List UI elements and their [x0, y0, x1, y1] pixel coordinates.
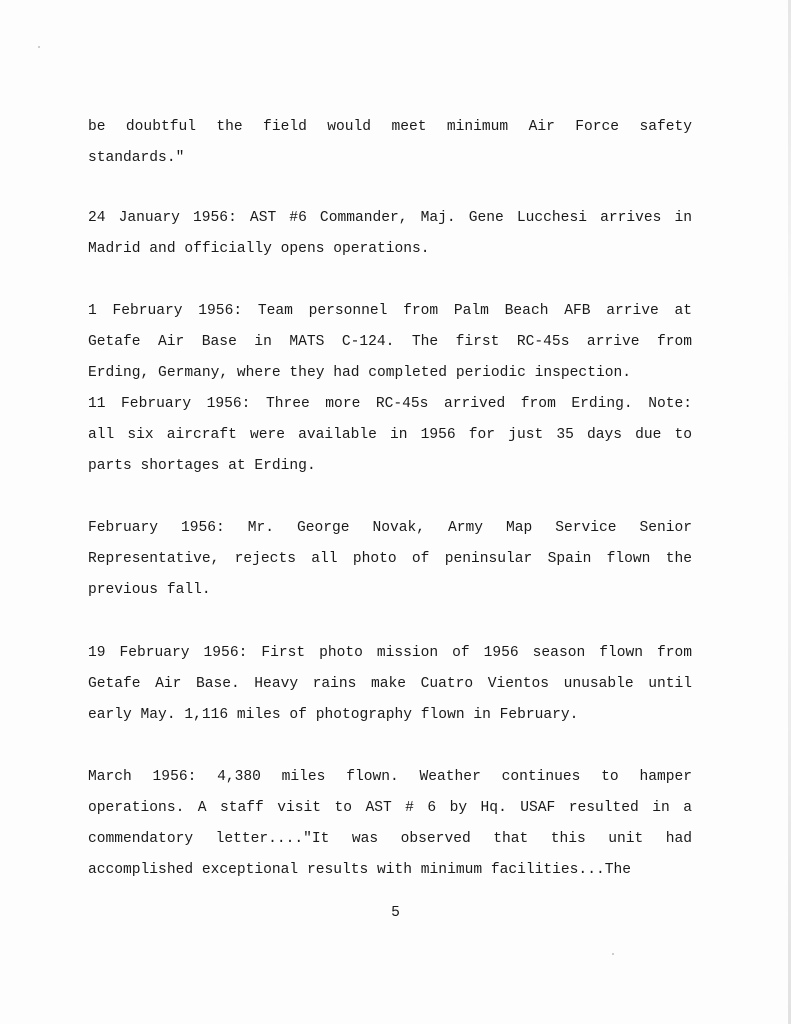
- text-line: 24 January 1956: AST #6 Commander, Maj. Gene Lucchesi arrives in: [88, 210, 692, 226]
- text-line: Getafe Air Base. Heavy rains make Cuatro Vientos unusable until: [88, 676, 692, 692]
- text-line: be doubtful the field would meet minimum Air Force safety: [88, 119, 692, 135]
- text-line: previous fall.: [88, 582, 211, 598]
- paragraph-19-february-1956: [88, 638, 692, 731]
- text-line: all six aircraft were available in 1956 for just 35 days due to: [88, 427, 692, 443]
- text-line: March 1956: 4,380 miles flown. Weather continues to hamper: [88, 769, 692, 785]
- text-line: 1 February 1956: Team personnel from Palm Beach AFB arrive at: [88, 303, 692, 319]
- text-line: standards.": [88, 150, 185, 166]
- text-line: Getafe Air Base in MATS C-124. The first RC-45s arrive from: [88, 334, 692, 350]
- paragraph-24-january-1956: [88, 203, 692, 265]
- paper-speck: [612, 953, 614, 955]
- text-line: commendatory letter...."It was observed that this unit had: [88, 831, 692, 847]
- paragraph-continuation: [88, 112, 692, 174]
- text-line: Representative, rejects all photo of peninsular Spain flown the: [88, 551, 692, 567]
- text-line: 19 February 1956: First photo mission of 1956 season flown from: [88, 645, 692, 661]
- paragraph-march-1956: [88, 762, 692, 886]
- text-line: Erding, Germany, where they had completed periodic inspection.: [88, 365, 631, 381]
- text-line: Madrid and officially opens operations.: [88, 241, 430, 257]
- text-line: early May. 1,116 miles of photography flown in February.: [88, 707, 579, 723]
- paper-speck: [38, 46, 40, 48]
- text-line: 11 February 1956: Three more RC-45s arrived from Erding. Note:: [88, 396, 692, 412]
- page-number: 5: [391, 905, 400, 921]
- text-line: February 1956: Mr. George Novak, Army Map Service Senior: [88, 520, 692, 536]
- paragraph-february-1956-novak: [88, 513, 692, 606]
- text-line: operations. A staff visit to AST # 6 by Hq. USAF resulted in a: [88, 800, 692, 816]
- text-line: parts shortages at Erding.: [88, 458, 316, 474]
- paragraph-february-1956-arrivals: [88, 296, 692, 482]
- text-line: accomplished exceptional results with minimum facilities...The: [88, 862, 631, 878]
